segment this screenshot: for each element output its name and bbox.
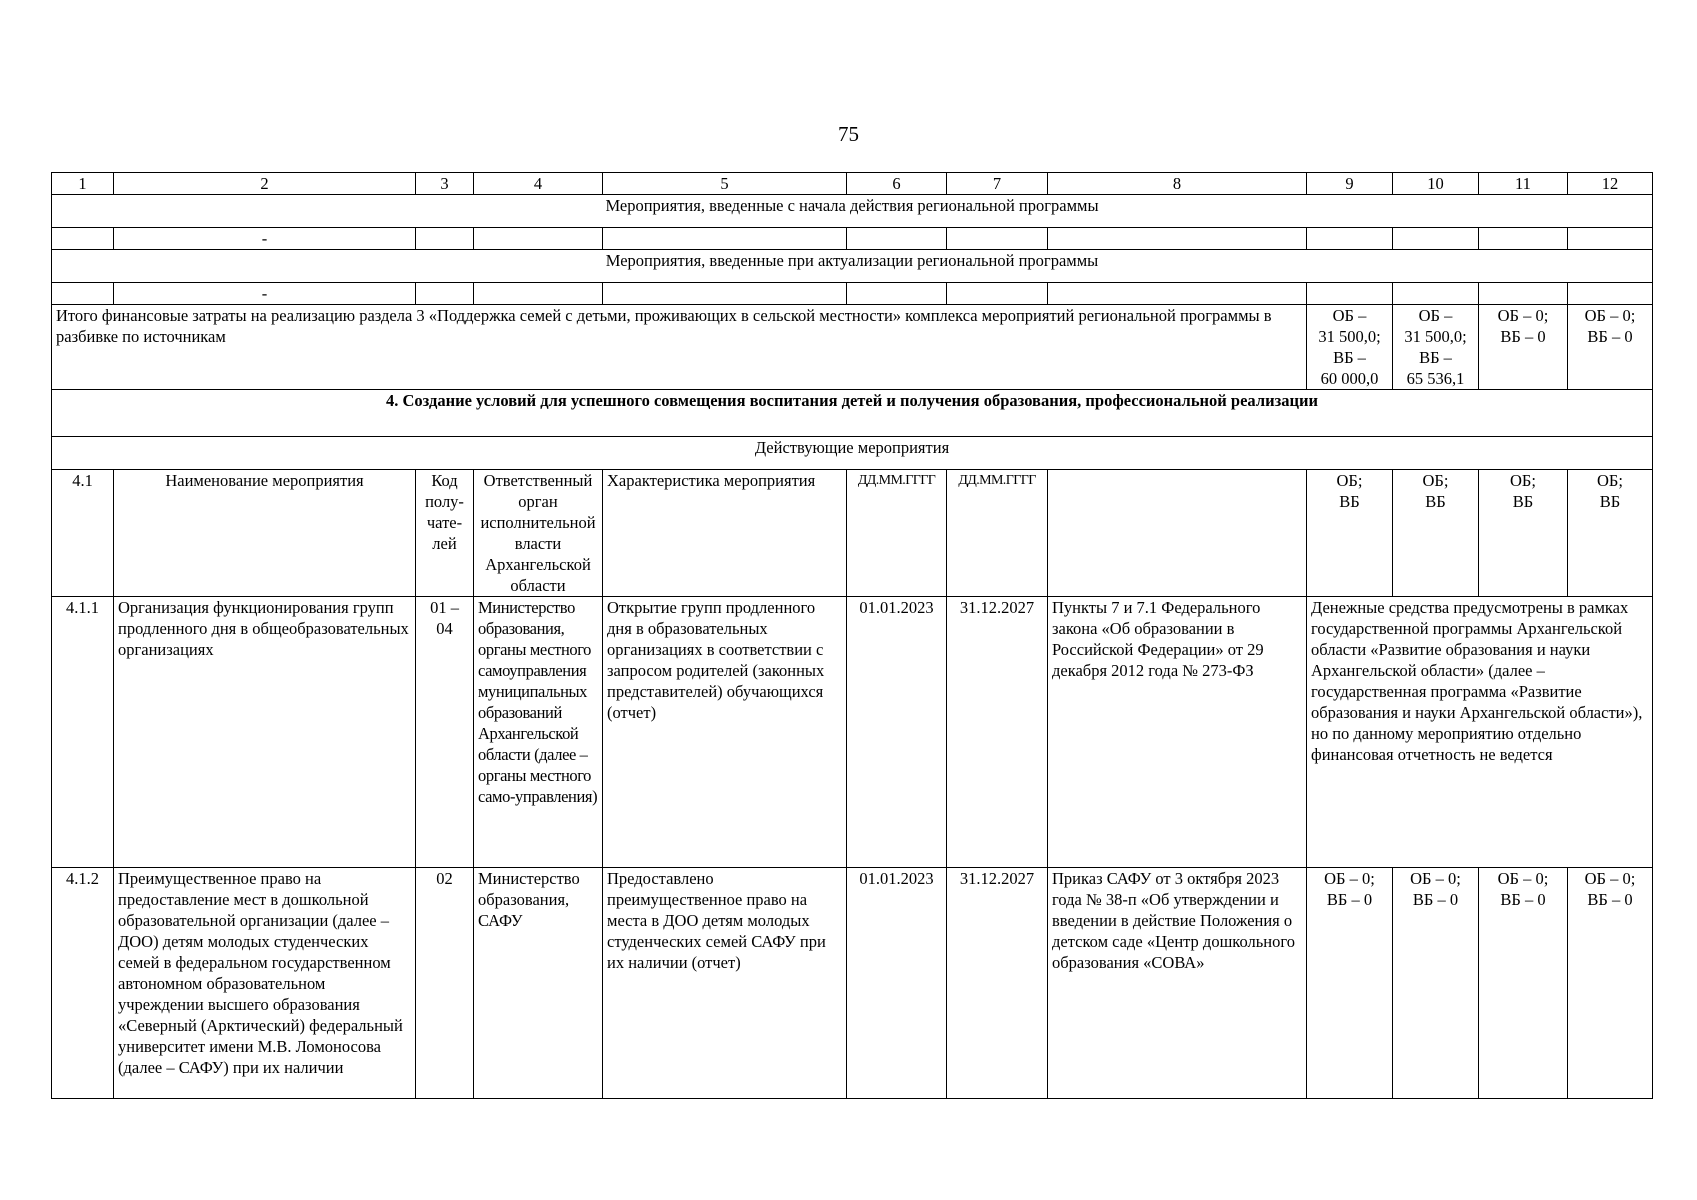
- row-412-col10-line: ВБ – 0: [1412, 890, 1459, 909]
- column-number: 12: [1568, 173, 1653, 195]
- column-number: 5: [603, 173, 847, 195]
- row-41-col10-line: ВБ: [1425, 492, 1446, 511]
- row-412-col9: [1307, 868, 1393, 1099]
- row-412-name: Преимущественное право на предоставление мест в дошкольной образовательной организации (далее – ДОО) детям молодых студенческих семей в федеральном государственном автономном образовательном учреждении высшего образования «Северный (Арктический) федеральный университет имени М.В. Ломоносова (далее – САФУ) при их наличии: [114, 868, 416, 1099]
- row-412-basis: Приказ САФУ от 3 октября 2023 года № 38-п «Об утверждении и введении в действие Положения о детском саде «Центр дошкольного образования «СОВА»: [1048, 868, 1307, 1099]
- measures-table: [51, 172, 1653, 1099]
- band-row: [52, 195, 1653, 228]
- table-row: [52, 597, 1653, 868]
- band-row: [52, 250, 1653, 283]
- column-number: 4: [474, 173, 603, 195]
- table-row: [52, 470, 1653, 597]
- row-41-col10-line: ОБ;: [1422, 471, 1449, 490]
- row-41-characteristic: Характеристика мероприятия: [603, 470, 847, 597]
- column-number: 2: [114, 173, 416, 195]
- column-number: 8: [1048, 173, 1307, 195]
- band-regional-start: Мероприятия, введенные с начала действия региональной программы: [52, 195, 1653, 228]
- dash-cell: -: [114, 283, 416, 305]
- row-41-col11-line: ОБ;: [1510, 471, 1536, 490]
- section-row: [52, 390, 1653, 437]
- row-412-characteristic: Предоставлено преимущественное право на места в ДОО детям молодых студенческих семей САФУ при их наличии (отчет): [603, 868, 847, 1099]
- total-col12-line: ВБ – 0: [1587, 327, 1633, 346]
- total-col9-line: ОБ –: [1332, 306, 1367, 325]
- dash-cell: -: [114, 228, 416, 250]
- total-col12-line: ОБ – 0;: [1584, 306, 1636, 325]
- row-411-basis: Пункты 7 и 7.1 Федерального закона «Об образовании в Российской Федерации» от 29 декабря 2012 года № 273-ФЗ: [1048, 597, 1307, 868]
- row-41-name: Наименование мероприятия: [114, 470, 416, 597]
- row-411-start: 01.01.2023: [847, 597, 947, 868]
- total-col9-line: ВБ –: [1333, 348, 1366, 367]
- row-412-col9-line: ОБ – 0;: [1324, 869, 1375, 888]
- total-col10-line: 31 500,0;: [1404, 327, 1467, 346]
- row-411-funding-note: Денежные средства предусмотрены в рамках государственной программы Архангельской области «Развитие образования и науки Архангельской области» (далее – государственная программа «Развитие образования и науки Архангельской области»), но по данному мероприятию отдельно финансовая отчетность не ведется: [1307, 597, 1653, 868]
- row-41-col12-line: ОБ;: [1597, 471, 1623, 490]
- row-412-col10-line: ОБ – 0;: [1410, 869, 1461, 888]
- row-411-num: 4.1.1: [52, 597, 114, 868]
- row-411-code: 01 – 04: [416, 597, 474, 868]
- row-411-responsible: Министерство образования, органы местного самоуправления муниципальных образований Архангельской области (далее – органы местного само-управления): [474, 597, 603, 868]
- row-41-num: 4.1: [52, 470, 114, 597]
- total-col9-line: 60 000,0: [1320, 369, 1379, 388]
- row-41-col11: [1479, 470, 1568, 597]
- row-412-col12: [1568, 868, 1653, 1099]
- row-412-col12-line: ВБ – 0: [1587, 890, 1633, 909]
- total-col10-line: ОБ –: [1418, 306, 1453, 325]
- total-col12: [1568, 305, 1653, 390]
- column-number: 6: [847, 173, 947, 195]
- row-41-start: ДД.ММ.ГГГГ: [847, 470, 947, 597]
- table-row: [52, 868, 1653, 1099]
- column-number-row: [52, 173, 1653, 195]
- row-412-code: 02: [416, 868, 474, 1099]
- total-col9: [1307, 305, 1393, 390]
- total-label: Итого финансовые затраты на реализацию раздела 3 «Поддержка семей с детьми, проживающих в сельской местности» комплекса мероприятий региональной программы в разбивке по источникам: [52, 305, 1307, 390]
- column-number: 11: [1479, 173, 1568, 195]
- page-number: 75: [838, 122, 859, 146]
- total-col11-line: ОБ – 0;: [1497, 306, 1549, 325]
- row-412-col11-line: ВБ – 0: [1500, 890, 1546, 909]
- row-41-col12-line: ВБ: [1599, 492, 1621, 511]
- band-row: [52, 437, 1653, 470]
- total-col11-line: ВБ – 0: [1500, 327, 1546, 346]
- row-41-col12: [1568, 470, 1653, 597]
- row-411-characteristic: Открытие групп продленного дня в образовательных организациях в соответствии с запросом родителей (законных представителей) обучающихся (отчет): [603, 597, 847, 868]
- empty-row: [52, 283, 1653, 305]
- row-41-col10: [1393, 470, 1479, 597]
- row-412-end: 31.12.2027: [947, 868, 1048, 1099]
- row-411-end: 31.12.2027: [947, 597, 1048, 868]
- row-412-col12-line: ОБ – 0;: [1584, 869, 1636, 888]
- row-41-col9: [1307, 470, 1393, 597]
- row-412-col11-line: ОБ – 0;: [1497, 869, 1549, 888]
- row-412-num: 4.1.2: [52, 868, 114, 1099]
- band-regional-update: Мероприятия, введенные при актуализации региональной программы: [52, 250, 1653, 283]
- row-41-col11-line: ВБ: [1512, 492, 1534, 511]
- column-number: 7: [947, 173, 1048, 195]
- column-number: 9: [1307, 173, 1393, 195]
- row-41-basis: [1048, 470, 1307, 597]
- row-41-end: ДД.ММ.ГГГГ: [947, 470, 1048, 597]
- row-41-code: Код полу-чате-лей: [416, 470, 474, 597]
- row-41-col9-line: ВБ: [1339, 492, 1360, 511]
- column-number: 10: [1393, 173, 1479, 195]
- total-col11: [1479, 305, 1568, 390]
- row-412-col10: [1393, 868, 1479, 1099]
- total-col9-line: 31 500,0;: [1318, 327, 1381, 346]
- column-number: 3: [416, 173, 474, 195]
- row-412-start: 01.01.2023: [847, 868, 947, 1099]
- row-412-col11: [1479, 868, 1568, 1099]
- row-41-responsible: Ответственный орган исполнительной власти Архангельской области: [474, 470, 603, 597]
- total-col10: [1393, 305, 1479, 390]
- row-412-col9-line: ВБ – 0: [1326, 890, 1373, 909]
- empty-row: [52, 228, 1653, 250]
- row-412-responsible: Министерство образования, САФУ: [474, 868, 603, 1099]
- column-number: 1: [52, 173, 114, 195]
- band-current: Действующие мероприятия: [52, 437, 1653, 470]
- total-col10-line: 65 536,1: [1406, 369, 1465, 388]
- total-col10-line: ВБ –: [1419, 348, 1452, 367]
- row-411-name: Организация функционирования групп продленного дня в общеобразовательных организациях: [114, 597, 416, 868]
- row-41-col9-line: ОБ;: [1336, 471, 1363, 490]
- section-title: 4. Создание условий для успешного совмещения воспитания детей и получения образования, профессиональной реализации: [52, 390, 1653, 437]
- total-row: [52, 305, 1653, 390]
